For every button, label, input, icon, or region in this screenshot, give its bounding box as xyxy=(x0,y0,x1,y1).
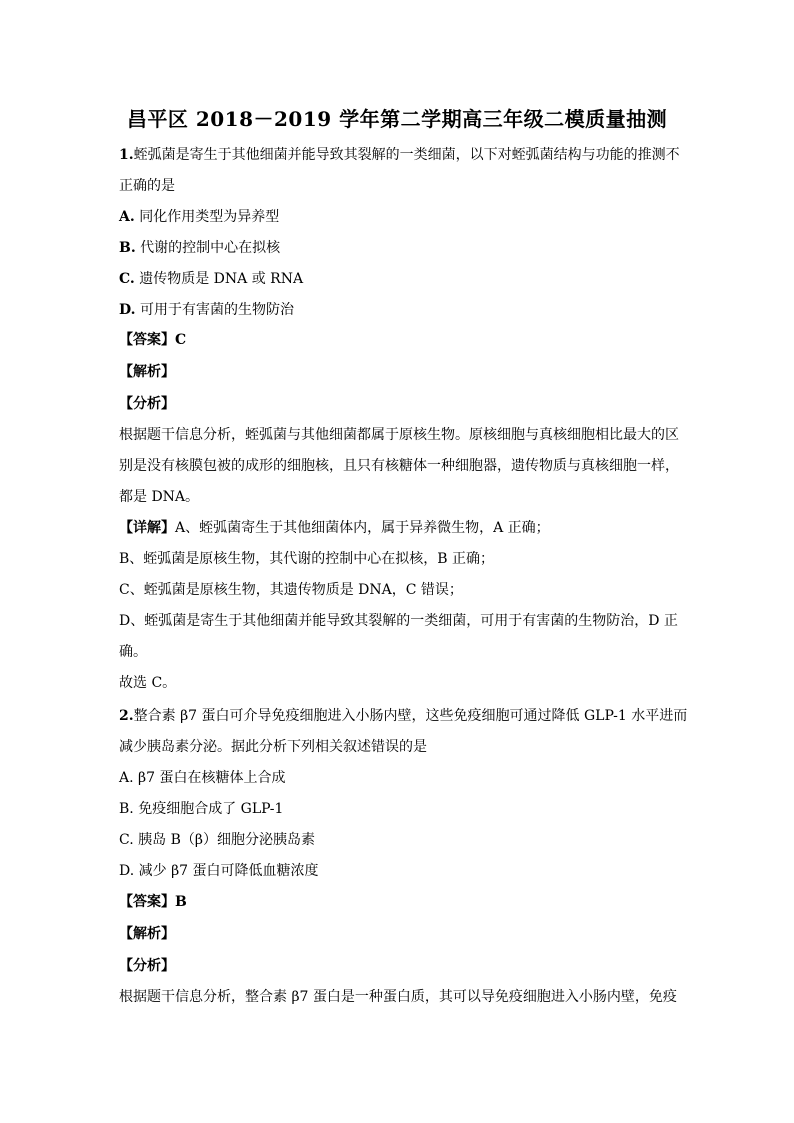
q2-option-d-label: D. xyxy=(119,863,135,879)
q1-answer xyxy=(119,330,186,350)
q1-option-c-label: C. xyxy=(119,271,135,287)
q1-stem-text-1: 蛭弧菌是寄生于其他细菌并能导致其裂解的一类细菌，以下对蛭弧菌结构与功能的推测不 xyxy=(133,147,680,163)
q1-option-a-label: A. xyxy=(119,209,135,225)
q2-option-a xyxy=(119,768,285,788)
q1-option-d-label: D. xyxy=(119,302,136,318)
q1-xiangjie-text-1: A、蛭弧菌寄生于其他细菌体内，属于异养微生物，A 正确； xyxy=(175,520,550,536)
q2-fenxi-line-1: 根据题干信息分析，整合素 β7 蛋白是一种蛋白质，其可以导免疫细胞进入小肠内壁，免疫 xyxy=(119,989,677,1005)
q2-option-b-label: B. xyxy=(119,801,134,817)
q2-number: 2. xyxy=(119,708,134,724)
q1-xiangjie-line-3: C、蛭弧菌是原核生物，其遗传物质是 DNA，C 错误； xyxy=(119,582,463,598)
q2-option-c-text: 胰岛 B（β）细胞分泌胰岛素 xyxy=(138,832,315,848)
q1-option-d-text: 可用于有害菌的生物防治 xyxy=(139,302,294,318)
q2-answer-value: B xyxy=(175,894,187,910)
q2-stem-line-2: 减少胰岛素分泌。据此分析下列相关叙述错误的是 xyxy=(119,739,427,755)
q1-option-c xyxy=(119,269,303,289)
q1-option-d xyxy=(119,300,294,320)
q1-xiangjie-line-5: 确。 xyxy=(119,644,147,660)
q2-answer xyxy=(119,892,187,912)
q2-option-c-label: C. xyxy=(119,832,134,848)
q1-option-b xyxy=(119,238,280,258)
q1-conclusion: 故选 C。 xyxy=(119,675,177,691)
q2-option-b xyxy=(119,799,283,819)
q1-stem-line-1 xyxy=(119,145,680,165)
q2-answer-tag: 【答案】 xyxy=(119,894,175,910)
q1-option-a xyxy=(119,207,279,227)
q2-stem-text-1: 整合素 β7 蛋白可介导免疫细胞进入小肠内壁，这些免疫细胞可通过降低 GLP-1 水平进而 xyxy=(133,708,688,724)
q2-option-d-text: 减少 β7 蛋白可降低血糖浓度 xyxy=(138,863,319,879)
q2-option-a-text: β7 蛋白在核糖体上合成 xyxy=(138,770,286,786)
q2-stem-line-1 xyxy=(119,706,688,726)
q1-option-b-label: B. xyxy=(119,240,136,256)
q2-option-b-text: 免疫细胞合成了 GLP-1 xyxy=(138,801,284,817)
q2-option-d xyxy=(119,861,319,881)
q1-jiexi-tag: 【解析】 xyxy=(119,364,175,380)
q2-option-a-label: A. xyxy=(119,770,134,786)
page-title: 昌平区 2018－2019 学年第二学期高三年级二模质量抽测 xyxy=(126,107,668,131)
q2-option-c xyxy=(119,830,315,850)
q1-fenxi-line-3: 都是 DNA。 xyxy=(119,489,200,505)
q1-answer-tag: 【答案】 xyxy=(119,332,175,348)
q2-jiexi-tag: 【解析】 xyxy=(119,926,175,942)
q1-xiangjie-line-2: B、蛭弧菌是原核生物，其代谢的控制中心在拟核，B 正确； xyxy=(119,551,495,567)
q2-fenxi-tag: 【分析】 xyxy=(119,958,175,974)
q1-option-b-text: 代谢的控制中心在拟核 xyxy=(140,240,281,256)
q1-fenxi-tag: 【分析】 xyxy=(119,396,175,412)
q1-number: 1. xyxy=(119,147,134,163)
q1-fenxi-line-2: 别是没有核膜包被的成形的细胞核，且只有核糖体一种细胞器，遗传物质与真核细胞一样， xyxy=(119,458,679,474)
q1-xiangjie-line-4: D、蛭弧菌是寄生于其他细菌并能导致其裂解的一类细菌，可用于有害菌的生物防治，D 正 xyxy=(119,613,678,629)
q1-option-c-text: 遗传物质是 DNA 或 RNA xyxy=(139,271,304,287)
q1-option-a-text: 同化作用类型为异养型 xyxy=(139,209,280,225)
q1-answer-value: C xyxy=(175,332,187,348)
q1-fenxi-line-1: 根据题干信息分析，蛭弧菌与其他细菌都属于原核生物。原核细胞与真核细胞相比最大的区 xyxy=(119,427,679,443)
q1-xiangjie-line-1 xyxy=(119,518,550,538)
q1-xiangjie-tag: 【详解】 xyxy=(119,520,175,536)
q1-stem-line-2: 正确的是 xyxy=(119,178,175,194)
